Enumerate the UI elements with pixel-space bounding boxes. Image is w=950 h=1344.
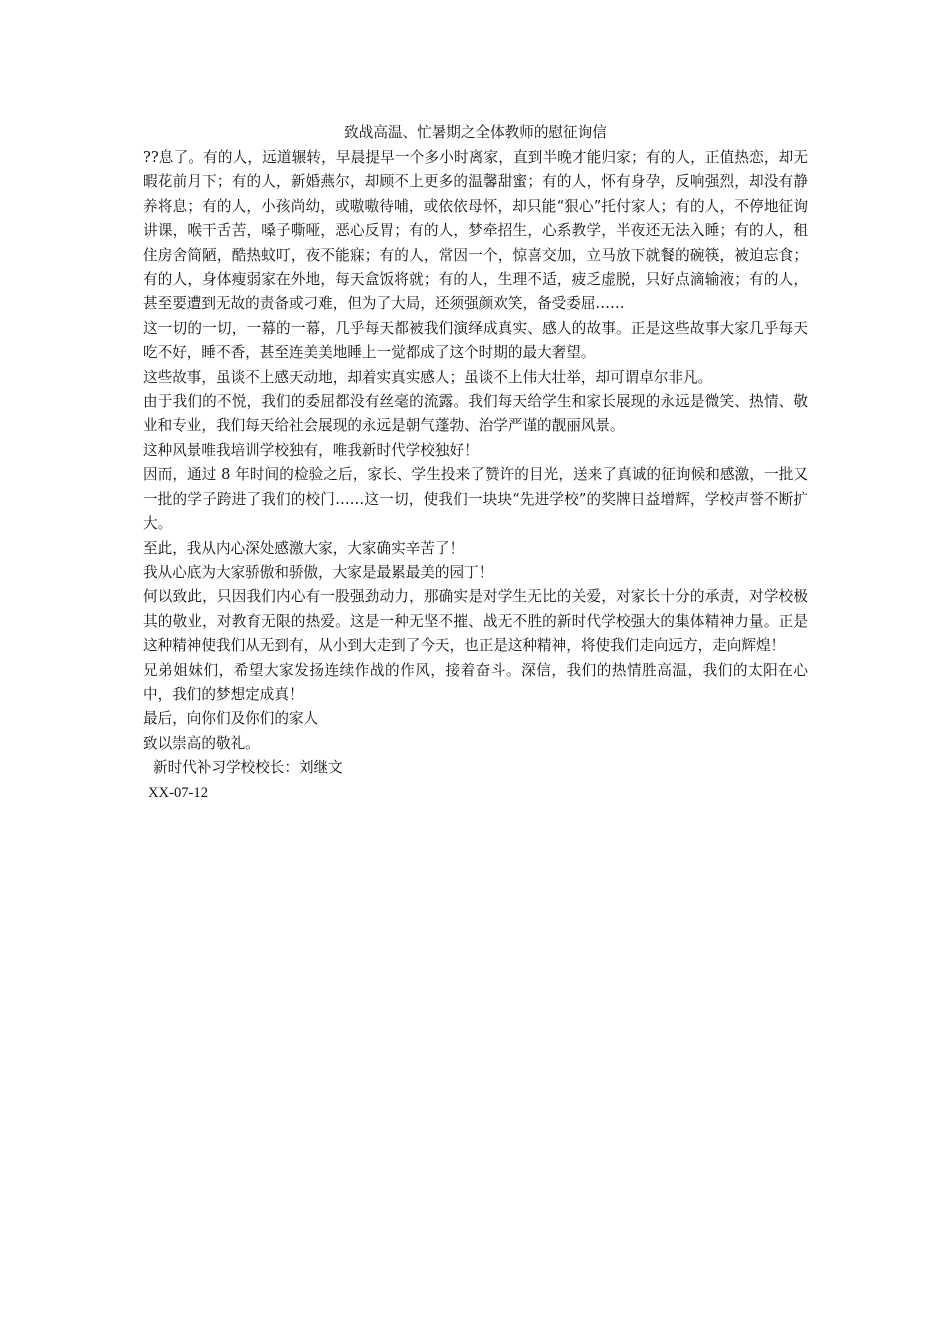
paragraph-2: 这一切的一切，一幕的一幕，几乎每天都被我们演绎成真实、感人的故事。正是这些故事大家几乎每天吃不好，睡不香，甚至连美美地睡上一觉都成了这个时期的最大奢望。	[143, 319, 808, 362]
date: XX-07-12	[148, 784, 208, 801]
paragraph-6: 因而，通过 8 年时间的检验之后，家长、学生投来了赞许的目光，送来了真诚的征询候和感激，一批又一批的学子跨进了我们的校门……这一切，使我们一块块“先进学校”的奖牌日益增辉，学校声誉不断扩大。	[143, 466, 808, 533]
paragraph-5: 这种风景唯我培训学校独有，唯我新时代学校独好！	[143, 441, 479, 459]
paragraph-3: 这些故事，虽谈不上感天动地，却着实真实感人；虽谈不上伟大壮举，却可谓卓尔非凡。	[143, 368, 713, 386]
paragraph-9: 何以致此，只因我们内心有一股强劲动力，那确实是对学生无比的关爱，对家长十分的承责，对学校极其的敬业，对教育无限的热爱。这是一种无坚不摧、战无不胜的新时代学校强大的集体精神力量。正是这种精神使我们从无到有，从小到大走到了今天，也正是这种精神，将使我们走向远方，走向辉煌！	[143, 588, 808, 655]
salutation: 致以崇高的敬礼。	[143, 734, 260, 752]
paragraph-8: 我从心底为大家骄傲和骄傲，大家是最累最美的园丁！	[143, 563, 494, 581]
paragraph-7: 至此，我从内心深处感激大家，大家确实辛苦了！	[143, 539, 465, 557]
paragraph-10: 兄弟姐妹们，希望大家发扬连续作战的作风，接着奋斗。深信，我们的热情胜高温，我们的太阳在心中，我们的梦想定成真！	[143, 661, 808, 703]
document-title: 致战高温、忙暑期之全体教师的慰征询信	[344, 124, 607, 141]
paragraph-1: ??息了。有的人，远道辗转，早晨提早一个多小时离家，直到半晚才能归家；有的人，正值热恋，却无暇花前月下；有的人，新婚燕尔，却顾不上更多的温馨甜蜜；有的人，怀有身孕，反响强烈，却没有静养将息；有的人，小孩尚幼，或嗷嗷待哺，或依依母怀，却只能“狠心”托付家人；有的人，不停地征询讲课，喉干舌苦，嗓子嘶哑，恶心反胃；有的人，梦牵招生，心系教学，半夜还无法入睡；有的人，租住房舍简陋，酷热蚊叮，夜不能寐；有的人，常因一个，惊喜交加，立马放下就餐的碗筷，被迫忘食；有的人，身体瘦弱家在外地，每天盒饭将就；有的人，生理不适，疲乏虚脱，只好点滴输液；有的人，甚至要遭到无故的责备或刁难，但为了大局，还须强颜欢笑，备受委屈……	[143, 149, 808, 313]
document-page	[143, 120, 808, 805]
closing-line: 最后，向你们及你们的家人	[143, 710, 319, 728]
paragraph-4: 由于我们的不悦，我们的委屈都没有丝毫的流露。我们每天给学生和家长展现的永远是微笑、热情、敬业和专业，我们每天给社会展现的永远是朝气蓬勃、治学严谨的靓丽风景。	[143, 393, 808, 435]
signature: 新时代补习学校校长：刘继文	[153, 759, 343, 777]
